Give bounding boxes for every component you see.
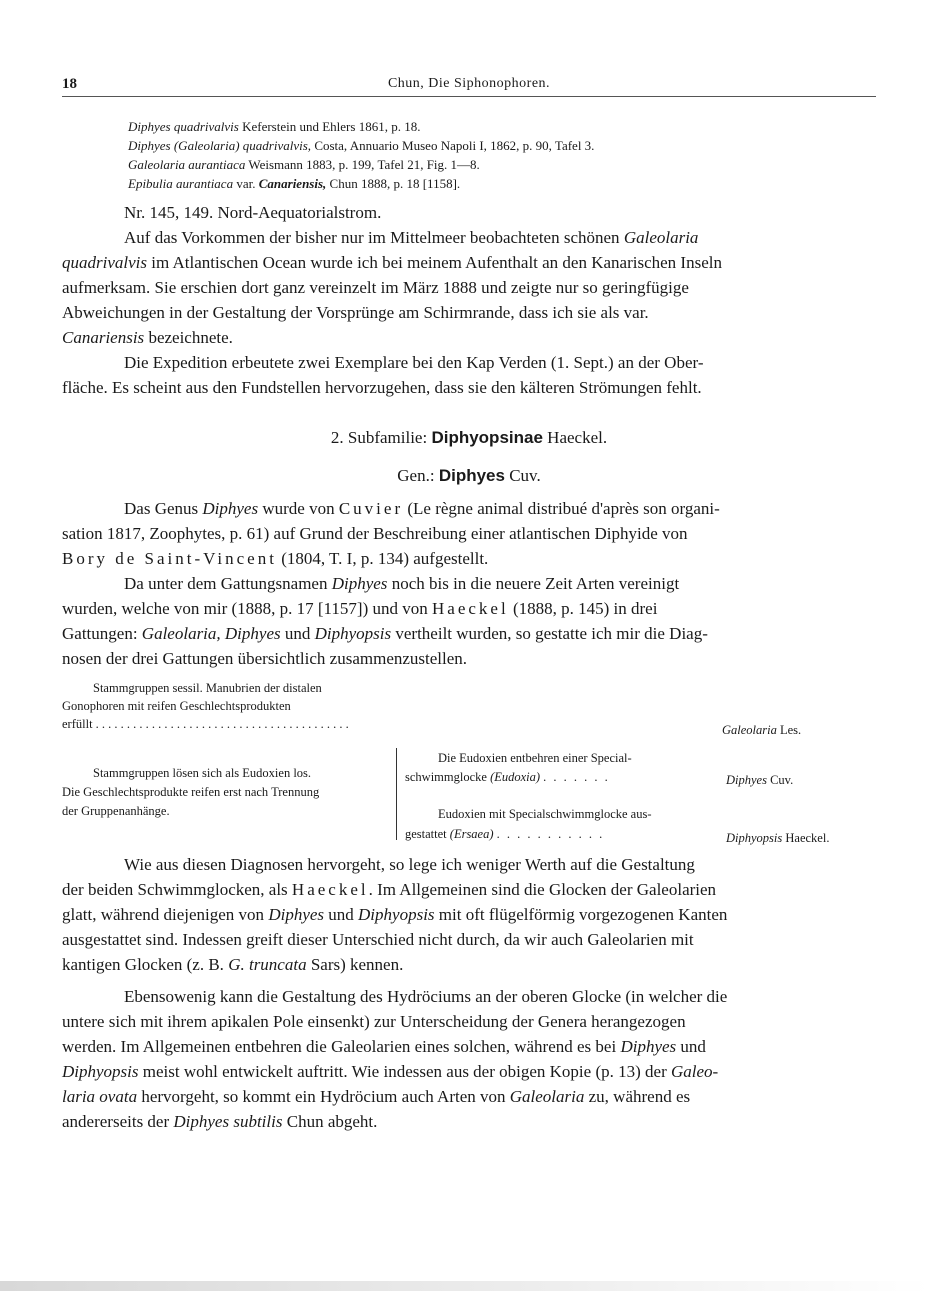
text-line: der beiden Schwimmglocken, als Haeckel. Im Allgemeinen sind die Glocken der Galeolarien — [62, 880, 717, 899]
text-line: Bory de Saint-Vincent (1804, T. I, p. 134) aufgestellt. — [62, 549, 489, 568]
text-line: aufmerksam. Sie erschien dort ganz vereinzelt im März 1888 und zeigte nur so geringfügige — [62, 278, 689, 297]
text-line: Canariensis bezeichnete. — [62, 328, 233, 347]
running-title: Chun, Die Siphonophoren. — [387, 76, 551, 91]
synonym-entry: Epibulia aurantiaca var. Canariensis, Chun 1888, p. 18 [1158]. — [128, 176, 461, 191]
paragraph — [62, 852, 876, 977]
paragraph — [62, 200, 876, 400]
text-line: Das Genus Diphyes wurde von Cuvier (Le règne animal distribué d'après son organi- — [124, 499, 720, 518]
subfamily-heading: 2. Subfamilie: Diphyopsinae Haeckel. — [330, 428, 608, 447]
text-line: wurden, welche von mir (1888, p. 17 [1157]) und von Haeckel (1888, p. 145) in drei — [62, 599, 658, 618]
genus-heading: Gen.: Diphyes Cuv. — [397, 466, 541, 485]
text-line: Auf das Vorkommen der bisher nur im Mittelmeer beobachteten schönen Galeolaria — [124, 228, 699, 247]
text-line: Abweichungen in der Gestaltung der Vorsprünge am Schirmrande, dass ich sie als var. — [62, 303, 649, 322]
key-c-line: schwimmglocke (Eudoxia) . . . . . . . — [405, 770, 610, 784]
key-b-line: Stammgruppen lösen sich als Eudoxien los. — [93, 766, 312, 780]
text-line: werden. Im Allgemeinen entbehren die Galeolarien eines solchen, während es bei Diphyes und — [62, 1037, 706, 1056]
text-line: untere sich mit ihrem apikalen Pole einsenkt) zur Unterscheidung der Genera herangezogen — [62, 1012, 686, 1031]
key-genus-diphyes: Diphyes Cuv. — [726, 773, 794, 787]
text-line: Gattungen: Galeolaria, Diphyes und Diphyopsis vertheilt wurden, so gestatte ich mir die Diag- — [62, 624, 708, 643]
page-number: 18 — [62, 76, 77, 92]
key-d-line: Eudoxien mit Specialschwimmglocke aus- — [438, 807, 652, 821]
text-line: quadrivalvis im Atlantischen Ocean wurde ich bei meinem Aufenthalt an den Kanarischen Inseln — [62, 253, 722, 272]
key-b-line: Die Geschlechtsprodukte reifen erst nach Trennung — [62, 785, 320, 799]
key-genus-diphyopsis: Diphyopsis Haeckel. — [726, 831, 830, 845]
key-a-line: erfüllt . . . . . . . . . . . . . . . . . . . . . . . . . . . . . . . . . . . . . . . . . — [62, 717, 349, 731]
key-a-line: Gonophoren mit reifen Geschlechtsprodukten — [62, 699, 291, 713]
text-line: Ebensowenig kann die Gestaltung des Hydröciums an der oberen Glocke (in welcher die — [124, 987, 728, 1006]
key-brace — [396, 748, 400, 840]
text-line: Diphyopsis meist wohl entwickelt auftritt. Wie indessen aus der obigen Kopie (p. 13) der Galeo- — [62, 1062, 719, 1081]
synonym-entry: Galeolaria aurantiaca Weismann 1883, p. 199, Tafel 21, Fig. 1—8. — [128, 157, 480, 172]
station-line: Nr. 145, 149. Nord-Aequatorialstrom. — [124, 203, 382, 222]
text-line: kantigen Glocken (z. B. G. truncata Sars) kennen. — [62, 955, 404, 974]
paragraph — [62, 984, 876, 1134]
page-header — [62, 76, 876, 96]
text-line: Die Expedition erbeutete zwei Exemplare bei den Kap Verden (1. Sept.) an der Ober- — [124, 353, 704, 372]
header-rule — [62, 96, 876, 97]
key-genus-galeolaria: Galeolaria Les. — [722, 723, 802, 737]
text-line: sation 1817, Zoophytes, p. 61) auf Grund der Beschreibung einer atlantischen Diphyide von — [62, 524, 688, 543]
text-line: Wie aus diesen Diagnosen hervorgeht, so lege ich weniger Werth auf die Gestaltung — [124, 855, 695, 874]
synonym-entry: Diphyes quadrivalvis Keferstein und Ehlers 1861, p. 18. — [128, 119, 421, 134]
paragraph — [62, 496, 876, 671]
text-line: nosen der drei Gattungen übersichtlich zusammenzustellen. — [62, 649, 468, 668]
synonym-entry: Diphyes (Galeolaria) quadrivalvis, Costa, Annuario Museo Napoli I, 1862, p. 90, Tafel 3. — [128, 138, 595, 153]
key-b-line: der Gruppenanhänge. — [62, 804, 170, 818]
key-a-line: Stammgruppen sessil. Manubrien der distalen — [93, 681, 322, 695]
text-line: ausgestattet sind. Indessen greift dieser Unterschied nicht durch, da wir auch Galeolarien mit — [62, 930, 694, 949]
key-d-line: gestattet (Ersaea) . . . . . . . . . . . — [405, 827, 605, 841]
text-line: andererseits der Diphyes subtilis Chun abgeht. — [62, 1112, 378, 1131]
scan-edge — [0, 1281, 930, 1291]
text-line: laria ovata hervorgeht, so kommt ein Hydröcium auch Arten von Galeolaria zu, während es — [62, 1087, 691, 1106]
text-line: glatt, während diejenigen von Diphyes und Diphyopsis mit oft flügelförmig vorgezogenen Kanten — [62, 905, 728, 924]
text-line: Da unter dem Gattungsnamen Diphyes noch bis in die neuere Zeit Arten vereinigt — [124, 574, 680, 593]
text-line: fläche. Es scheint aus den Fundstellen hervorzugehen, dass sie den kälteren Strömungen fehlt. — [62, 378, 702, 397]
key-c-line: Die Eudoxien entbehren einer Special- — [438, 751, 632, 765]
